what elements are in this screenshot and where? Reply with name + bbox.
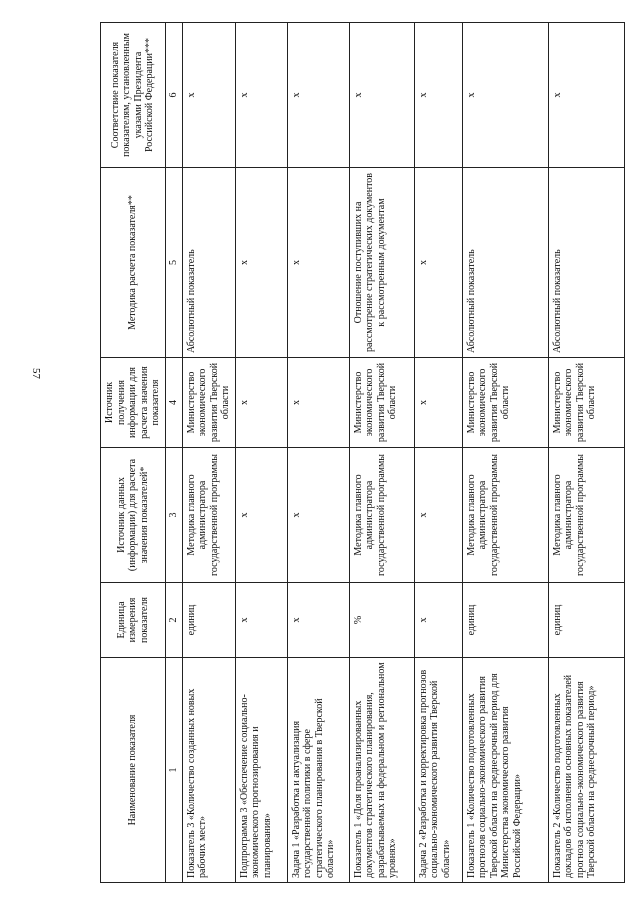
column-number: 4 <box>165 358 182 448</box>
method-cell: Абсолютный показатель <box>182 168 235 358</box>
table-row <box>548 23 624 883</box>
compliance-cell: x <box>182 23 235 168</box>
indicator-table-container <box>100 23 618 883</box>
data-source-cell: x <box>287 448 349 583</box>
table-row <box>235 23 287 883</box>
compliance-cell: x <box>462 23 548 168</box>
info-source-cell: Министерство экономического развития Тверской области <box>182 358 235 448</box>
indicator-name-cell: Задача 2 «Разработка и корректировка прогнозов социально-экономического развития Тверской области» <box>414 658 462 883</box>
column-number-row <box>165 23 182 883</box>
indicator-name-cell: Показатель 1 «Доля проанализированных документов стратегического планирования, разрабатываемых на федеральном и региональном уровнях» <box>349 658 414 883</box>
method-cell: x <box>287 168 349 358</box>
info-source-cell: Министерство экономического развития Тверской области <box>349 358 414 448</box>
table-row <box>349 23 414 883</box>
unit-cell: единиц <box>182 583 235 658</box>
unit-cell: % <box>349 583 414 658</box>
header-unit: Единица измерения показателя <box>101 583 166 658</box>
data-source-cell: Методика главного администратора государственной программы <box>462 448 548 583</box>
indicator-name-cell: Задача 1 «Разработка и актуализация государственной политики в сфере стратегического планирования в Тверской области» <box>287 658 349 883</box>
header-indicator-name: Наименование показателя <box>101 658 166 883</box>
compliance-cell: x <box>235 23 287 168</box>
info-source-cell: Министерство экономического развития Тверской области <box>462 358 548 448</box>
info-source-cell: x <box>287 358 349 448</box>
indicator-name-cell: Подпрограмма 3 «Обеспечение социально-экономического прогнозирования и планирования» <box>235 658 287 883</box>
column-number: 6 <box>165 23 182 168</box>
unit-cell: x <box>414 583 462 658</box>
data-source-cell: x <box>235 448 287 583</box>
unit-cell: единиц <box>548 583 624 658</box>
method-cell: Отношение поступивших на рассмотрение стратегических документов к рассмотренным документам <box>349 168 414 358</box>
info-source-cell: x <box>235 358 287 448</box>
page-number: 57 <box>30 368 42 379</box>
data-source-cell: x <box>414 448 462 583</box>
header-calculation-method: Методика расчета показателя** <box>101 168 166 358</box>
column-number: 1 <box>165 658 182 883</box>
info-source-cell: x <box>414 358 462 448</box>
method-cell: x <box>414 168 462 358</box>
table-row <box>182 23 235 883</box>
data-source-cell: Методика главного администратора государственной программы <box>182 448 235 583</box>
table-row <box>462 23 548 883</box>
header-data-source: Источник данных (информации) для расчета значения показателей* <box>101 448 166 583</box>
header-decree-compliance: Соответствие показателя показателям, установленным указами Президента Российской Федерации*** <box>101 23 166 168</box>
unit-cell: единиц <box>462 583 548 658</box>
indicator-name-cell: Показатель 2 «Количество подготовленных докладов об исполнении основных показателей прогноза социально-экономического развития Тверской области на среднесрочный период» <box>548 658 624 883</box>
method-cell: x <box>235 168 287 358</box>
compliance-cell: x <box>287 23 349 168</box>
data-source-cell: Методика главного администратора государственной программы <box>548 448 624 583</box>
unit-cell: x <box>287 583 349 658</box>
column-number: 3 <box>165 448 182 583</box>
indicator-table <box>100 22 625 883</box>
table-header-row <box>101 23 166 883</box>
compliance-cell: x <box>349 23 414 168</box>
data-source-cell: Методика главного администратора государственной программы <box>349 448 414 583</box>
table-row <box>414 23 462 883</box>
column-number: 5 <box>165 168 182 358</box>
indicator-name-cell: Показатель 3 «Количество созданных новых рабочих мест» <box>182 658 235 883</box>
method-cell: Абсолютный показатель <box>548 168 624 358</box>
column-number: 2 <box>165 583 182 658</box>
unit-cell: x <box>235 583 287 658</box>
compliance-cell: x <box>548 23 624 168</box>
info-source-cell: Министерство экономического развития Тверской области <box>548 358 624 448</box>
compliance-cell: x <box>414 23 462 168</box>
method-cell: Абсолютный показатель <box>462 168 548 358</box>
indicator-name-cell: Показатель 1 «Количество подготовленных прогнозов социально-экономического развития Тверской области на среднесрочный период для Министерства экономического развития Российской Федерации» <box>462 658 548 883</box>
header-info-source: Источник получения информации для расчета значения показателя <box>101 358 166 448</box>
table-row <box>287 23 349 883</box>
